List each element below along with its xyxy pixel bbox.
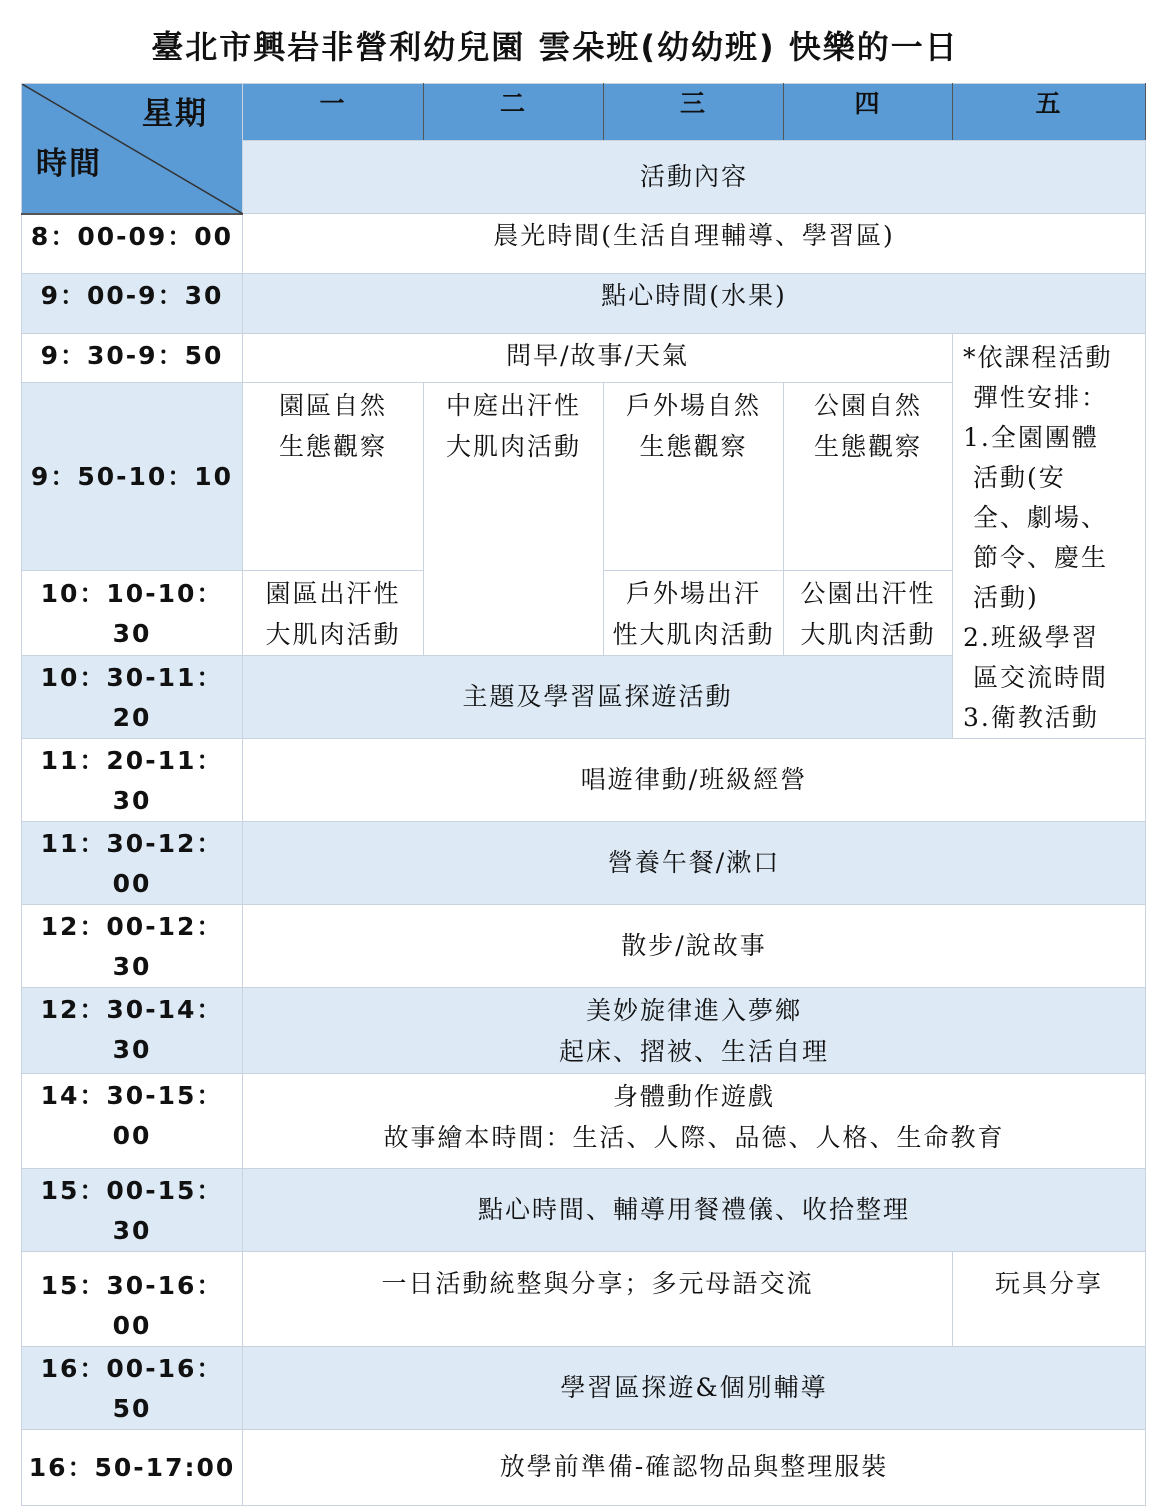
time-cell: 10：30-11：20 [22, 656, 243, 739]
time-cell: 15：00-15：30 [22, 1168, 243, 1251]
friday-flexible-note: *依課程活動 彈性安排： 1.全園團體 活動(安 全、劇場、 節令、慶生 活動) 2.班級學習 區交流時間 3.衛教活動 [953, 334, 1146, 739]
schedule-table [21, 83, 1146, 1506]
activity-line: 故事繪本時間：生活、人際、品德、人格、生命教育 [383, 1122, 1005, 1152]
time-cell: 8：00-09：00 [22, 214, 243, 274]
day-header-thu: 四 [784, 84, 953, 141]
activity-cell: 學習區探遊&個別輔導 [243, 1346, 1146, 1429]
schedule-row [22, 274, 1146, 334]
schedule-row [22, 905, 1146, 988]
activity-cell: 營養午餐/漱口 [243, 822, 1146, 905]
schedule-row [22, 334, 1146, 383]
activity-cell: 晨光時間(生活自理輔導、學習區) [243, 214, 1146, 274]
time-label: 時間 [36, 146, 102, 182]
activity-cell: 散步/說故事 [243, 905, 1146, 988]
schedule-row [22, 988, 1146, 1074]
activity-line: 起床、摺被、生活自理 [558, 1037, 829, 1067]
activity-content-header: 活動內容 [243, 141, 1146, 214]
activity-cell [243, 988, 1146, 1074]
activity-cell [243, 1073, 1146, 1168]
header-corner-cell [22, 84, 243, 214]
schedule-row [22, 214, 1146, 274]
activity-cell: 放學前準備-確認物品與整理服裝 [243, 1429, 1146, 1505]
day-header-wed: 三 [604, 84, 784, 141]
activity-line: 美妙旋律進入夢鄉 [585, 996, 802, 1025]
time-cell: 9：00-9：30 [22, 274, 243, 334]
activity-cell-fri: 玩具分享 [953, 1251, 1146, 1346]
activity-cell: 點心時間(水果) [243, 274, 1146, 334]
time-cell: 12：30-14：30 [22, 988, 243, 1074]
time-cell: 11：20-11：30 [22, 739, 243, 822]
time-cell: 12：00-12：30 [22, 905, 243, 988]
day-header-fri: 五 [953, 84, 1146, 141]
activity-cell-tue: 中庭出汗性 大肌肉活動 [424, 383, 604, 656]
page-title: 臺北市興岩非營利幼兒園 雲朵班(幼幼班) 快樂的一日 [151, 28, 959, 66]
time-cell: 16：50-17:00 [22, 1429, 243, 1505]
day-header-tue: 二 [424, 84, 604, 141]
activity-cell-thu: 公園自然 生態觀察 [784, 383, 953, 571]
activity-cell-mon: 園區出汗性 大肌肉活動 [243, 570, 424, 656]
time-cell: 11：30-12：00 [22, 822, 243, 905]
schedule-row [22, 1073, 1146, 1168]
activity-cell-wed: 戶外場出汗 性大肌肉活動 [604, 570, 784, 656]
schedule-row [22, 1251, 1146, 1346]
activity-line: 身體動作遊戲 [612, 1081, 775, 1111]
schedule-row [22, 1346, 1146, 1429]
activity-cell: 一日活動統整與分享；多元母語交流 [243, 1251, 953, 1346]
week-label: 星期 [142, 96, 208, 132]
activity-cell: 點心時間、輔導用餐禮儀、收拾整理 [243, 1168, 1146, 1251]
activity-cell: 問早/故事/天氣 [243, 334, 953, 383]
time-cell: 15：30-16：00 [22, 1251, 243, 1346]
schedule-row [22, 1168, 1146, 1251]
activity-cell: 唱遊律動/班級經營 [243, 739, 1146, 822]
time-cell: 9：50-10：10 [22, 383, 243, 571]
time-cell: 10：10-10：30 [22, 570, 243, 656]
schedule-row [22, 739, 1146, 822]
activity-cell-thu: 公園出汗性 大肌肉活動 [784, 570, 953, 656]
time-cell: 14：30-15：00 [22, 1073, 243, 1168]
activity-cell-mon: 園區自然 生態觀察 [243, 383, 424, 571]
schedule-row [22, 822, 1146, 905]
activity-cell-wed: 戶外場自然 生態觀察 [604, 383, 784, 571]
activity-cell: 主題及學習區探遊活動 [243, 656, 953, 739]
schedule-row [22, 1429, 1146, 1505]
time-cell: 16：00-16：50 [22, 1346, 243, 1429]
time-cell: 9：30-9：50 [22, 334, 243, 383]
day-header-mon: 一 [243, 84, 424, 141]
